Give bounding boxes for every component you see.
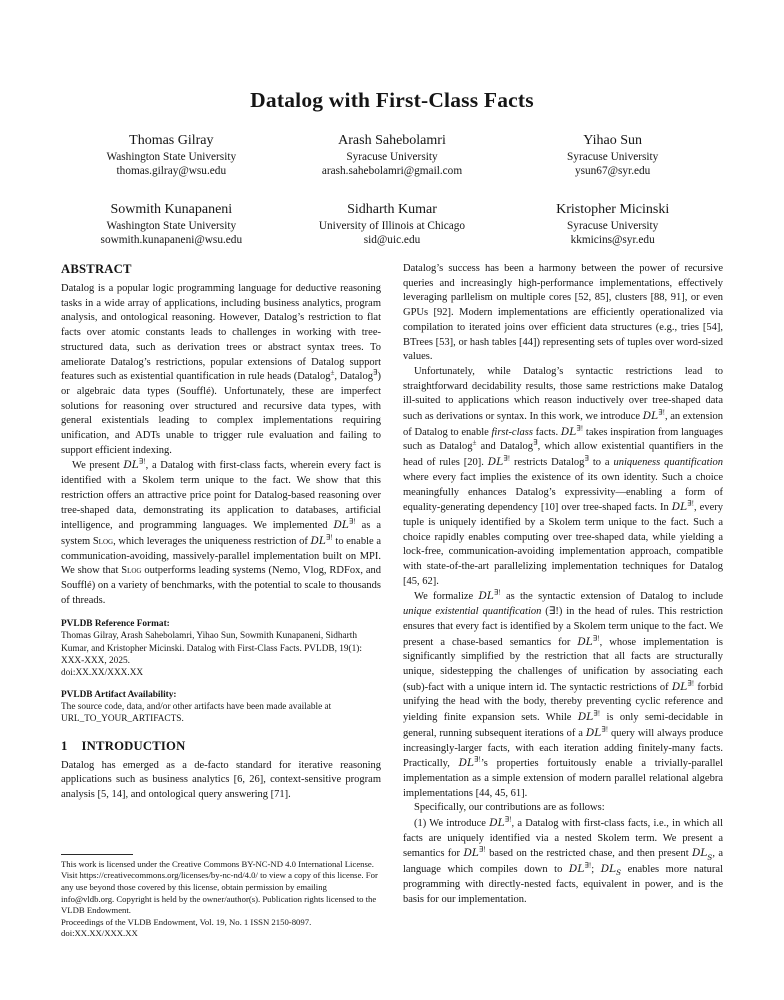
body-paragraph: Datalog’s success has been a harmony between the power of recursive queries and increasingly high-performance implementations, effectively leveraging parllelism on multiple cores [52, 85], clusters [88, 91], or even GPUs [92]. Modern implementations are efficiently operationalized via compilation to iterated joins over efficient data structures (e.g., tries [54], BTrees [53], or hash tables [44]) representing sets of tuples over word-sized values.	[403, 263, 723, 363]
author-block	[282, 202, 503, 246]
body-paragraph: Specifically, our contributions are as follows:	[414, 802, 605, 814]
two-column-body	[61, 262, 723, 940]
author-block	[502, 133, 723, 177]
author-affiliation: Syracuse University	[567, 220, 659, 232]
body-paragraph: Unfortunately, while Datalog’s syntactic restrictions lead to straightforward decidability results, those same restrictions make Datalog ill-suited to applications which reason inductively over tree-shaped data such as derivations or syntax. In this work, we introduce DL∃!, an extension of Datalog to enable first-class facts. DL∃! takes inspiration from languages such as Datalog± and Datalog∃, which allow existential quantifiers in the head of rules [20]. DL∃! restricts Datalog∃ to a uniqueness quantification where every fact implies the existence of its own identity. Such a choice meaningfully enhances Datalog’s expressivity—enabling a form of equality-generating dependency [10] over tree-shaped facts. In DL∃!, every tuple is uniquely identified by a Skolem term unique to the fact. Such a choice rapidly enables computing over tree-shaped data, while yielding a lock-free, communication-avoiding implementation approach, compatible with state-of-the-art parallelizing implementation techniques for Datalog [45, 62].	[403, 365, 724, 587]
abstract-paragraph: We present DL∃!, a Datalog with first-class facts, wherein every fact is identified with a Skolem term unique to the fact. We show that this restriction offers an attractive price point for Datalog-based reasoning over tree-shaped data, demonstrating its application to databases, artificial intelligence, and programming languages. We implemented DL∃! as a system Slog, which leverages the uniqueness restriction of DL∃! to enable a communication-avoiding, massively-parallel implementation built on MPI. We show that Slog outperforms leading systems (Nemo, Vlog, RDFox, and Soufflé) on a variety of benchmarks, with the potential to scale to thousands of threads.	[61, 457, 381, 606]
author-email: kkmicins@syr.edu	[570, 234, 655, 246]
author-grid	[61, 133, 723, 246]
footnote-license-text: This work is licensed under the Creative Commons BY-NC-ND 4.0 International License. Visit https://creativecommons.org/licenses/by-nc-nd/4.0/ to view a copy of this license. For any use beyond those covered by this license, obtain permission by emailing info@vldb.org. Copyright is held by the owner/author(s). Publication rights licensed to the VLDB Endowment.	[61, 858, 378, 916]
author-block	[61, 133, 282, 177]
pvldb-reference-heading: PVLDB Reference Format:	[61, 619, 170, 630]
footnote-rule	[61, 854, 133, 855]
author-name: Yihao Sun	[583, 133, 643, 148]
section-title: INTRODUCTION	[81, 738, 186, 753]
author-name: Thomas Gilray	[129, 133, 214, 148]
author-name: Arash Sahebolamri	[338, 133, 446, 148]
footnote-doi: doi:XX.XX/XXX.XX	[61, 928, 138, 939]
author-email: sowmith.kunapaneni@wsu.edu	[100, 234, 243, 246]
right-column	[403, 262, 723, 940]
body-paragraph: We formalize DL∃! as the syntactic extension of Datalog to include unique existential quantification (∃!) in the head of rules. This restriction ensures that every fact is identified by a Skolem term unique to the fact. We present a chase-based semantics for DL∃!, whose implementation is significantly simplified by the restriction that all facts are structurally unique, sidestepping the challenges of unification by associating each (sub)-fact with a unique intern id. The syntactic restrictions of DL∃! forbid unifying the head with the body, thereby preventing cyclic reference and yielding finite expansion sets. While DL∃! is only semi-decidable in general, running subsequent iterations of a DL∃! query will always produce increasingly-larger facts, with each iteration adding finitely-many facts. Practically, DL∃!’s properties fortuitously enable a trivially-parallel implementation as a simple extension of modern parallel relational algebra implementations [44, 45, 61].	[403, 588, 723, 799]
author-affiliation: Washington State University	[106, 151, 237, 163]
left-column	[61, 262, 381, 940]
page-title: Datalog with First-Class Facts	[250, 88, 534, 112]
author-email: arash.sahebolamri@gmail.com	[321, 165, 463, 177]
abstract-paragraph: Datalog is a popular logic programming language for deductive reasoning tasks in a wide array of applications, including business analytics, program analysis, and ontological reasoning. However, Datalog’s restriction to flat facts over atomic constants leads to challenges in working with tree-structured data, such as derivation trees or abstract syntax trees. To ameliorate Datalog’s restrictions, popular extensions of Datalog support features such as existential quantification in rule heads (Datalog±, Datalog∃) or algebraic data types (Soufflé). Unfortunately, these are imperfect solutions for reasoning over structured and recursive data types, with general existentials leading to complex implementations requiring unification, and ADTs unable to trigger rule evaluation and failing to support efficient indexing.	[61, 283, 381, 456]
author-affiliation: Syracuse University	[346, 151, 438, 163]
author-name: Kristopher Micinski	[556, 202, 670, 217]
author-name: Sidharth Kumar	[347, 202, 437, 217]
pvldb-reference-text: Thomas Gilray, Arash Sahebolamri, Yihao Sun, Sowmith Kunapaneni, Sidharth Kumar, and Kristopher Micinski. Datalog with First-Class Facts. PVLDB, 19(1): XXX-XXX, 2025.	[61, 631, 362, 666]
author-email: ysun67@syr.edu	[574, 165, 651, 177]
author-block	[282, 133, 503, 177]
body-paragraph: (1) We introduce DL∃!, a Datalog with first-class facts, i.e., in which all facts are uniquely identified via a nested Skolem term. We present a semantics for DL∃! based on the restricted chase, and then present $DL_S$, a language which compiles down to DL∃!; $DL_S$ enables more natural programming with directly-nested facts, equivalent in power, and is the basis for our implementation.	[403, 815, 724, 905]
author-affiliation: University of Illinois at Chicago	[318, 220, 466, 232]
introduction-heading	[61, 739, 381, 754]
footnote-proceedings-text: Proceedings of the VLDB Endowment, Vol. 19, No. 1 ISSN 2150-8097.	[61, 916, 312, 927]
section-number: 1	[61, 738, 68, 753]
author-block	[502, 202, 723, 246]
introduction-paragraph: Datalog has emerged as a de-facto standard for iterative reasoning applications such as business analytics [6, 26], context-sensitive program analysis [5, 14], and ontological query answering [71].	[61, 759, 381, 801]
author-email: thomas.gilray@wsu.edu	[116, 165, 227, 177]
artifact-availability-heading: PVLDB Artifact Availability:	[61, 690, 177, 701]
license-footnote	[61, 854, 381, 940]
artifact-availability-text: The source code, data, and/or other artifacts have been made available at URL_TO_YOUR_ARTIFACTS.	[61, 702, 332, 725]
pvldb-reference-doi: doi:XX.XX/XXX.XX	[61, 668, 144, 679]
author-affiliation: Washington State University	[106, 220, 237, 232]
author-name: Sowmith Kunapaneni	[110, 202, 233, 217]
author-block	[61, 202, 282, 246]
author-affiliation: Syracuse University	[567, 151, 659, 163]
abstract-heading: ABSTRACT	[61, 262, 132, 276]
author-email: sid@uic.edu	[363, 234, 421, 246]
